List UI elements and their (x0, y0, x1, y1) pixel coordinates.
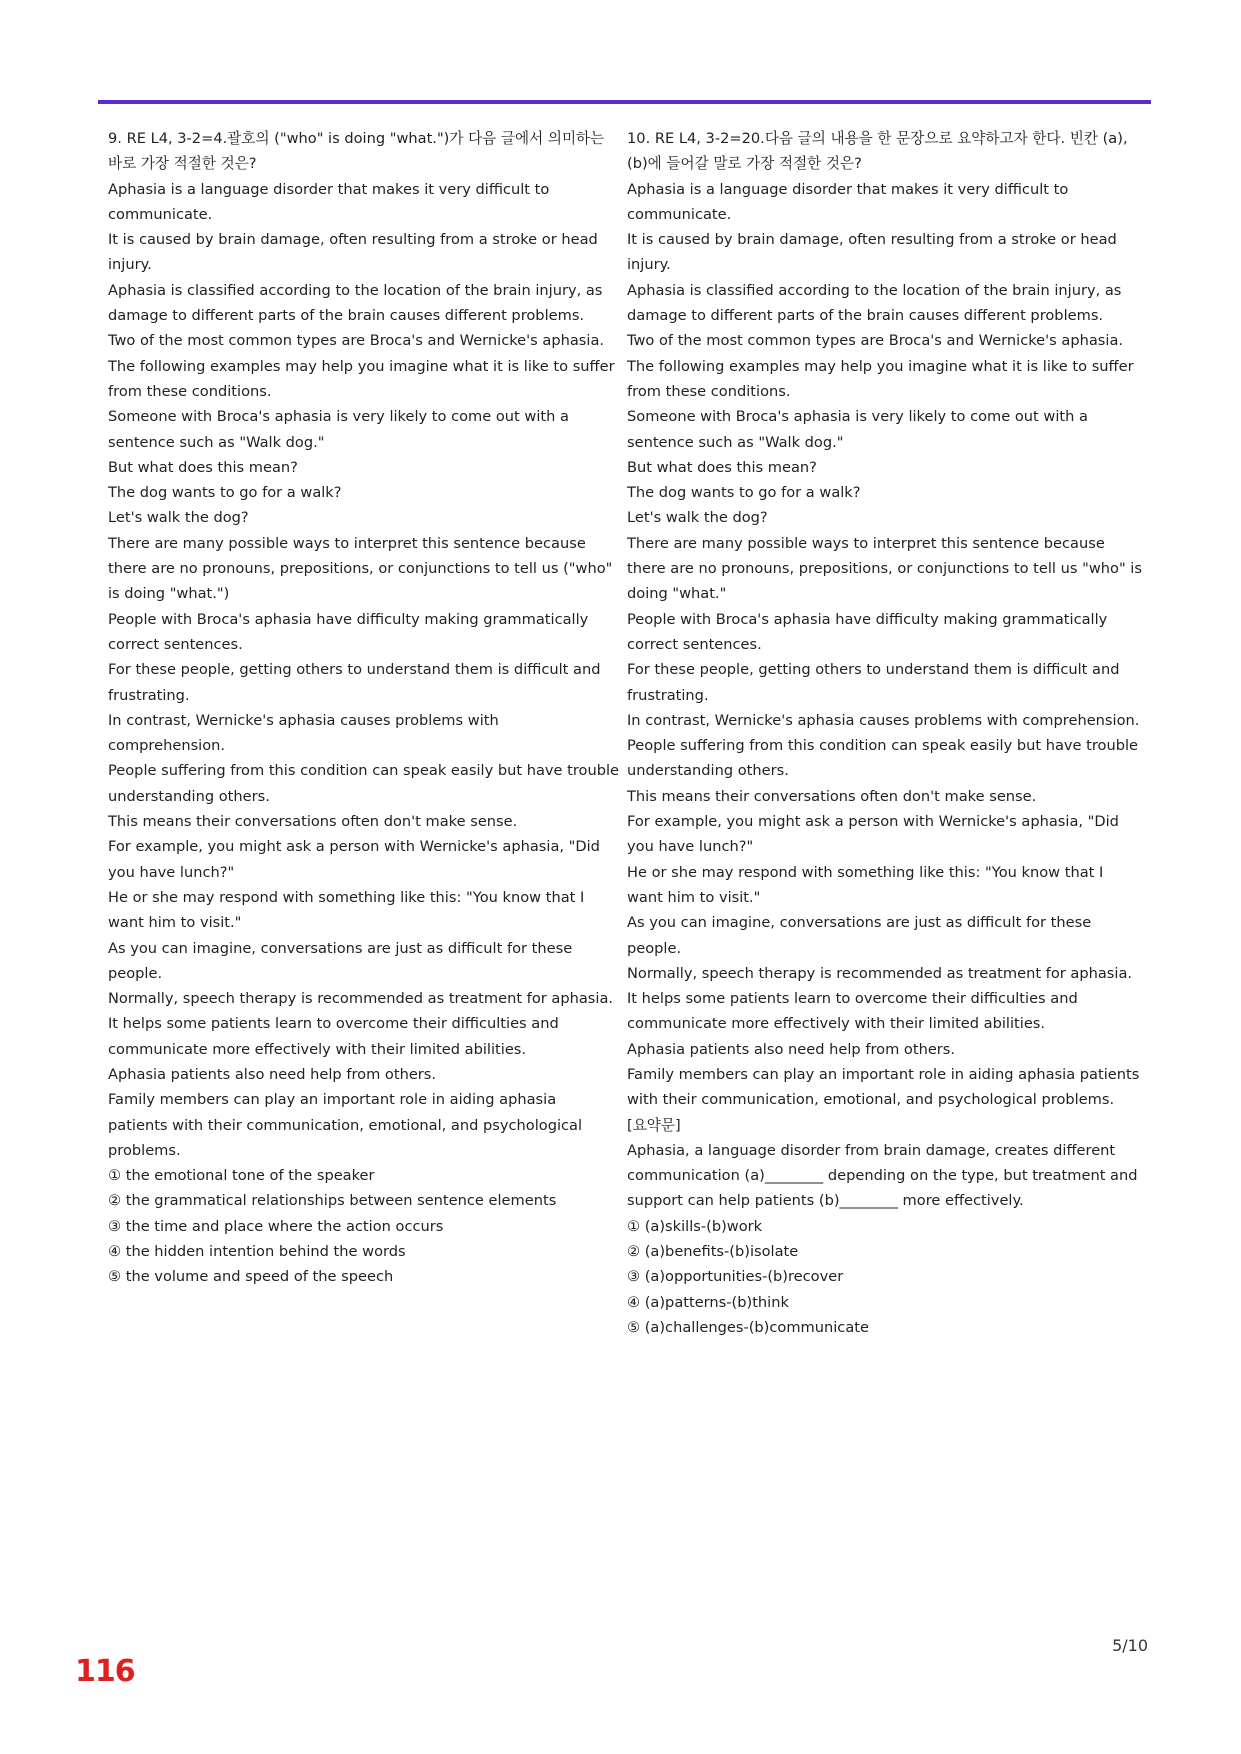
passage (627, 177, 1143, 1113)
answer-option[interactable]: ① (a)skills-(b)work (627, 1217, 763, 1235)
passage-line: Two of the most common types are Broca's and Wernicke's aphasia. (108, 332, 605, 350)
passage-line: There are many possible ways to interpret this sentence because there are no pronouns, prepositions, or conjunctions to tell us ("who" is doing "what.") (108, 534, 613, 603)
passage-line: Aphasia is a language disorder that makes it very difficult to communicate. (108, 180, 550, 223)
passage-line: This means their conversations often don't make sense. (627, 787, 1037, 805)
answer-option[interactable]: ③ the time and place where the action occurs (108, 1217, 444, 1235)
passage-line: As you can imagine, conversations are just as difficult for these people. (108, 939, 573, 982)
summary-label: [요약문] (627, 1116, 681, 1134)
passage-line: It is caused by brain damage, often resulting from a stroke or head injury. (627, 231, 1117, 274)
passage-line: For example, you might ask a person with Wernicke's aphasia, "Did you have lunch?" (627, 813, 1119, 856)
passage-line: For these people, getting others to understand them is difficult and frustrating. (627, 661, 1120, 704)
passage-line: It is caused by brain damage, often resulting from a stroke or head injury. (108, 231, 598, 274)
passage-line: People suffering from this condition can speak easily but have trouble understanding others. (627, 737, 1139, 780)
passage-line: The dog wants to go for a walk? (108, 484, 342, 502)
header-rule (98, 100, 1151, 104)
passage-line: The dog wants to go for a walk? (627, 484, 861, 502)
passage-line: Aphasia patients also need help from others. (108, 1065, 437, 1083)
passage-line: Someone with Broca's aphasia is very likely to come out with a sentence such as "Walk dog." (627, 408, 1088, 451)
passage-line: Family members can play an important role in aiding aphasia patients with their communication, emotional, and psychological problems. (108, 1091, 583, 1159)
question-title: 10. RE L4, 3-2=20.다음 글의 내용을 한 문장으로 요약하고자 한다. 빈칸 (a), (b)에 들어갈 말로 가장 적절한 것은? (627, 130, 1128, 173)
passage-line: Let's walk the dog? (108, 509, 249, 527)
passage-line: Normally, speech therapy is recommended as treatment for aphasia. (627, 964, 1133, 982)
answer-option[interactable]: ⑤ (a)challenges-(b)communicate (627, 1318, 869, 1336)
passage-line: Let's walk the dog? (627, 509, 768, 527)
passage-line: For these people, getting others to understand them is difficult and frustrating. (108, 661, 601, 704)
passage-line: Aphasia patients also need help from others. (627, 1040, 956, 1058)
passage-line: Two of the most common types are Broca's and Wernicke's aphasia. (627, 332, 1124, 350)
answer-option[interactable]: ③ (a)opportunities-(b)recover (627, 1268, 844, 1286)
passage-line: It helps some patients learn to overcome their difficulties and communicate more effectively with their limited abilities. (108, 1015, 559, 1058)
page-indicator: 5/10 (1112, 1636, 1148, 1655)
question-9 (108, 126, 620, 1290)
answer-option[interactable]: ② the grammatical relationships between sentence elements (108, 1192, 557, 1210)
answer-option[interactable]: ④ (a)patterns-(b)think (627, 1293, 789, 1311)
passage-line: Aphasia is classified according to the location of the brain injury, as damage to different parts of the brain causes different problems. (627, 281, 1122, 325)
answer-option[interactable]: ② (a)benefits-(b)isolate (627, 1243, 799, 1261)
passage-line: He or she may respond with something like this: "You know that I want him to visit." (108, 888, 585, 932)
answer-options (627, 1214, 1143, 1340)
answer-option[interactable]: ④ the hidden intention behind the words (108, 1243, 406, 1261)
page-badge: 116 (75, 1654, 135, 1689)
passage (108, 177, 620, 1164)
passage-line: People with Broca's aphasia have difficulty making grammatically correct sentences. (627, 610, 1108, 653)
passage-line: But what does this mean? (627, 458, 817, 476)
passage-line: Someone with Broca's aphasia is very likely to come out with a sentence such as "Walk dog." (108, 408, 569, 451)
passage-line: Normally, speech therapy is recommended as treatment for aphasia. (108, 990, 614, 1008)
passage-line: In contrast, Wernicke's aphasia causes problems with comprehension. (627, 711, 1140, 729)
passage-line: The following examples may help you imagine what it is like to suffer from these conditions. (108, 357, 615, 400)
passage-line: As you can imagine, conversations are just as difficult for these people. (627, 914, 1092, 957)
answer-option[interactable]: ⑤ the volume and speed of the speech (108, 1268, 394, 1286)
passage-line: There are many possible ways to interpret this sentence because there are no pronouns, prepositions, or conjunctions to tell us "who" is doing "what." (627, 534, 1142, 603)
passage-line: The following examples may help you imagine what it is like to suffer from these conditions. (627, 357, 1134, 400)
passage-line: Aphasia is classified according to the location of the brain injury, as damage to different parts of the brain causes different problems. (108, 281, 603, 325)
answer-options (108, 1163, 620, 1289)
passage-line: Family members can play an important role in aiding aphasia patients with their communication, emotional, and psychological problems. (627, 1065, 1140, 1109)
question-10 (627, 126, 1143, 1340)
answer-option[interactable]: ① the emotional tone of the speaker (108, 1167, 375, 1185)
passage-line: For example, you might ask a person with Wernicke's aphasia, "Did you have lunch?" (108, 838, 600, 881)
passage-line: This means their conversations often don't make sense. (108, 813, 518, 831)
passage-line: People suffering from this condition can speak easily but have trouble understanding others. (108, 762, 620, 805)
passage-line: It helps some patients learn to overcome their difficulties and communicate more effectively with their limited abilities. (627, 990, 1078, 1033)
summary-sentence: Aphasia, a language disorder from brain damage, creates different communication (a)________ depending on the type, but treatment and support can help patients (b)________ more effectively. (627, 1141, 1138, 1210)
passage-line: Aphasia is a language disorder that makes it very difficult to communicate. (627, 180, 1069, 223)
question-title: 9. RE L4, 3-2=4.괄호의 ("who" is doing "what.")가 다음 글에서 의미하는 바로 가장 적절한 것은? (108, 130, 605, 173)
passage-line: But what does this mean? (108, 458, 298, 476)
passage-line: He or she may respond with something like this: "You know that I want him to visit." (627, 863, 1104, 906)
passage-line: People with Broca's aphasia have difficulty making grammatically correct sentences. (108, 610, 589, 653)
passage-line: In contrast, Wernicke's aphasia causes problems with comprehension. (108, 711, 499, 755)
